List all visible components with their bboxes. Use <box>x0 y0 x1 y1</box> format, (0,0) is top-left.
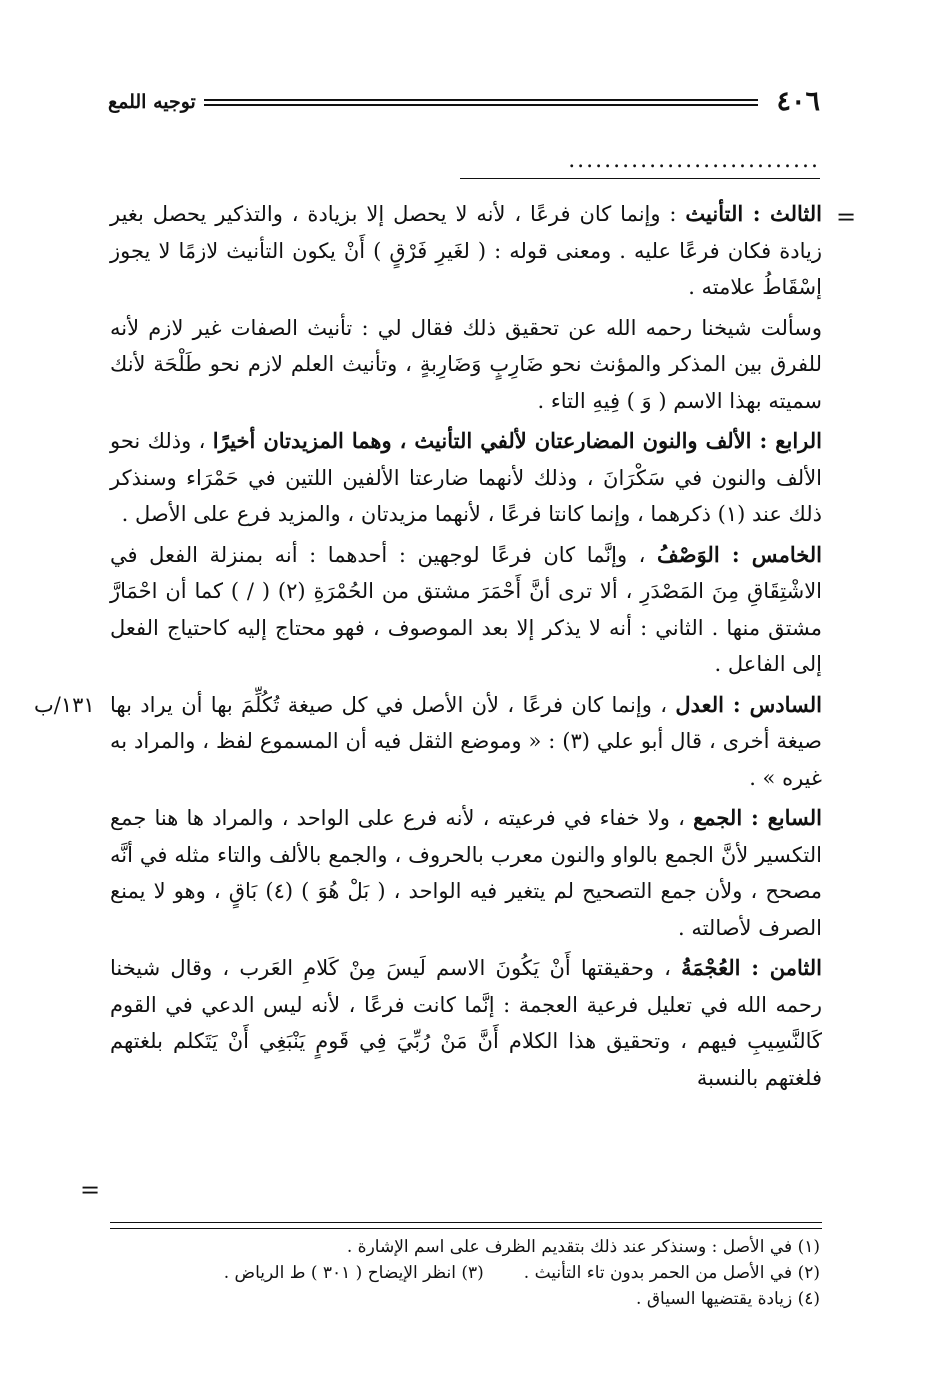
paragraph-heading: الرابع : الألف والنون المضارعتان لألفي التأنيث ، وهما المزيدتان أخيرًا <box>212 428 822 453</box>
paragraph-text: ، وإنما كان فرعًا ، لأن الأصل في كل صيغة تُكُلِّمَ بها أن يراد بها صيغة أخرى ، قال أبو علي (٣) : « وموضع الثقل فيه أن المسموع لفظ ، والمراد به غيره » . <box>110 692 822 790</box>
running-title: توجيه اللمع <box>108 91 196 113</box>
paragraph-text: ، ولا خفاء في فرعيته ، لأنه فرع على الواحد ، والمراد ها هنا جمع التكسير لأنَّ الجمع بالواو والنون معرب بالحروف ، والجمع بالألف والتاء مثله في أنَّه مصحح ، ولأن جمع التصحيح لم يتغير فيه الواحد ، ( بَلْ هُوَ ) (٤) بَاقٍ ، وهو لا يمنع الصرف لأصالته . <box>110 806 822 940</box>
footnote: (٣) انظر الإيضاح ( ٣٠١ ) ط الرياض . <box>223 1263 484 1283</box>
continuation-equals-top: = <box>836 203 857 231</box>
main-text <box>110 196 822 1100</box>
paragraph <box>110 196 822 306</box>
footnote-divider-secondary <box>110 1228 822 1229</box>
paragraph-text: ، وإنَّما كان فرعًا لوجهين : أحدهما : أنه بمنزلة الفعل في الاشْتِقَاقِ مِنَ المَصْدَرِ ، ألا ترى أنَّ أَحْمَرَ مشتق من الحُمْرَةِ (٢) ( / ) كما أن احْمَارَّ مشتق منها . الثاني : أنه لا يذكر إلا بعد الموصوف ، فهو محتاج إليه كاحتياج الفعل إلى الفاعل . <box>110 542 823 676</box>
paragraph-heading: السادس : العدل <box>675 691 822 717</box>
paragraph-heading: السابع : الجمع <box>693 805 822 830</box>
paragraph-heading: الخامس : الوَصْفُ <box>657 541 823 567</box>
header-rule <box>204 99 758 106</box>
manuscript-folio-note: ١٣١/ب <box>34 693 95 717</box>
paragraph-heading: الثالث : التأنيث <box>685 201 822 226</box>
footnote-divider <box>110 1222 822 1223</box>
continuation-marker <box>460 148 820 184</box>
paragraph <box>110 537 822 683</box>
page-header <box>108 85 820 125</box>
paragraph <box>110 800 822 946</box>
paragraph <box>110 687 822 797</box>
paragraph <box>110 950 822 1096</box>
footnotes <box>140 1234 820 1312</box>
paragraph-text: وسألت شيخنا رحمه الله عن تحقيق ذلك فقال لي : تأنيث الصفات غير لازم لأنه للفرق بين المذكر والمؤنث نحو ضَارِبٍ وَضَارِبةٍ ، وتأنيث العلم لازم نحو طَلْحَة لأنك سميته بهذا الاسم ( وَ ) فِيهِ التاء . <box>110 315 822 413</box>
page-number: ٤٠٦ <box>776 86 820 117</box>
paragraph-heading: الثامن : العُجْمَةُ <box>681 955 822 980</box>
footnote: (٤) زيادة يقتضيها السياق . <box>636 1289 820 1309</box>
continuation-rule <box>460 178 820 179</box>
footnote: (١) في الأصل : وسنذكر عند ذلك بتقديم الظرف على اسم الإشارة . <box>346 1237 820 1257</box>
paragraph-text: ، وذلك نحو الألف والنون في سَكْرَانَ ، وذلك لأنهما ضارعتا الألفين اللتين في حَمْرَاء وسنذكر ذلك عند (١) ذكرهما ، وإنما كانتا فرعًا ، لأنهما مزيدتان ، والمزيد فرع على الأصل . <box>110 429 822 526</box>
paragraph-text: : وإنما كان فرعًا ، لأنه لا يحصل إلا بزيادة ، والتذكير يحصل بغير زيادة فكان فرعًا عليه . ومعنى قوله : ( لغَيرِ فَرْقٍ ) أَنْ يكون التأنيث لازمًا لا يجوز إسْقَاطُ علامته . <box>110 202 822 299</box>
paragraph-text: ، وحقيقتها أَنْ يَكُونَ الاسم لَيسَ مِنْ كَلامِ العَرب ، وقال شيخنا رحمه الله في تعليل فرعية العجمة : إنَّما كانت فرعًا ، لأنه ليس الدعي في القوم كَالنَّسِيبِ فيهم ، وتحقيق هذا الكلام أَنَّ مَنْ رُبِّيَ فِي قَومٍ يَنْبَغِي أَنْ يَتَكلم بلغتهم فلغتهم بالنسبة <box>110 956 822 1090</box>
continuation-equals-bottom: = <box>80 1176 101 1204</box>
paragraph <box>110 310 822 420</box>
footnote-row <box>140 1260 820 1286</box>
paragraph <box>110 423 822 533</box>
footnote: (٢) في الأصل من الحمر بدون تاء التأنيث . <box>523 1263 820 1283</box>
continuation-dots: ............................ <box>568 148 820 173</box>
